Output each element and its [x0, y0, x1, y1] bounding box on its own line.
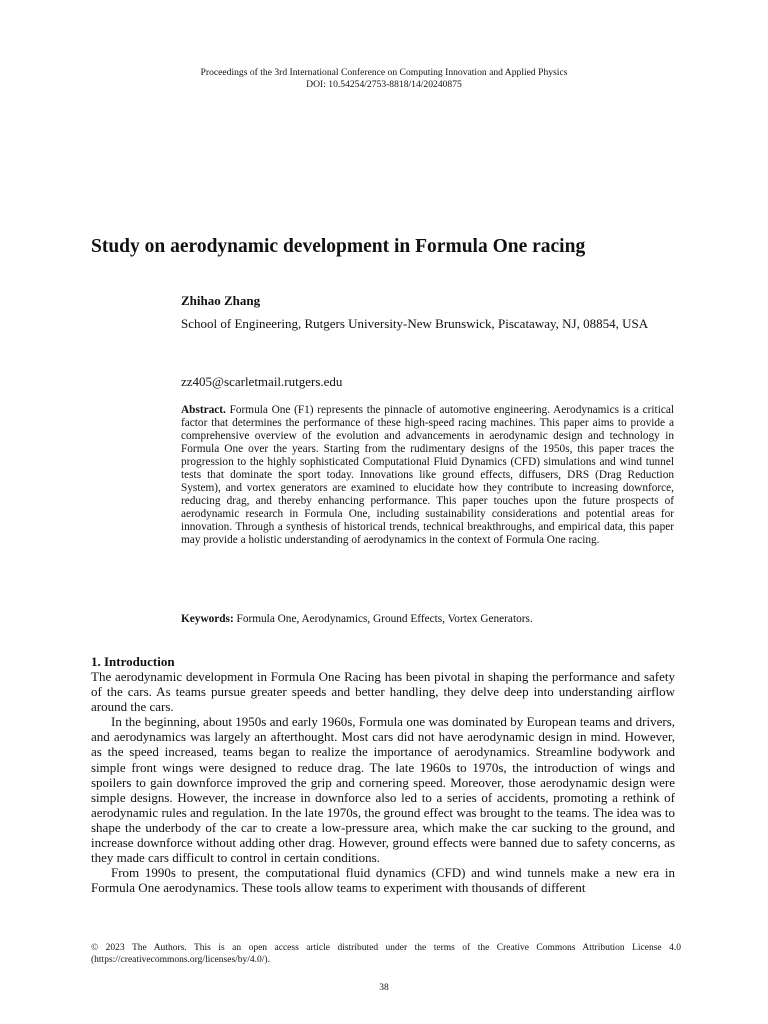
keywords	[181, 613, 674, 625]
section-heading: 1. Introduction	[91, 654, 175, 669]
proceedings-line: Proceedings of the 3rd International Conference on Computing Innovation and Applied Physics	[200, 67, 568, 78]
page-number: 38	[379, 983, 389, 993]
running-header	[0, 67, 768, 90]
paper-title: Study on aerodynamic development in Formula One racing	[91, 236, 586, 257]
author-affiliation: School of Engineering, Rutgers University-New Brunswick, Piscataway, NJ, 08854, USA	[181, 316, 649, 331]
section-body	[91, 669, 675, 895]
abstract-label: Abstract.	[181, 404, 226, 416]
keywords-label: Keywords:	[181, 613, 234, 625]
doi-line: DOI: 10.54254/2753-8818/14/20240875	[306, 78, 462, 90]
paragraph: The aerodynamic development in Formula One Racing has been pivotal in shaping the performance and safety of the cars. As teams pursue greater speeds and better handling, they delve deep into understanding airflow around the cars.	[91, 669, 675, 715]
license-footnote: © 2023 The Authors. This is an open access article distributed under the terms of the Creative Commons Attribution License 4.0 (https://creativecommons.org/licenses/by/4.0/).	[91, 943, 681, 965]
abstract	[181, 404, 674, 548]
author-name: Zhihao Zhang	[181, 293, 261, 308]
author-email: zz405@scarletmail.rutgers.edu	[181, 374, 343, 389]
paragraph: In the beginning, about 1950s and early 1960s, Formula one was dominated by European teams and drivers, and aerodynamics was largely an afterthought. Most cars did not have aerodynamic design in mind. However, as the speed increased, teams began to realize the importance of aerodynamics. Streamline bodywork and simple front wings were designed to reduce drag. The late 1960s to 1970s, the introduction of wings and spoilers to gain downforce improved the grip and cornering speed. Moreover, those aerodynamic design were simple designs. However, the increase in downforce also led to a series of accidents, promoting a rethink of aerodynamic rules and regulation. In the late 1970s, the ground effect was brought to the teams. The idea was to shape the underbody of the car to create a low-pressure area, which make the car sucking to the ground, and increase downforce without adding other drag. However, ground effects were banned due to safety concerns, as they made cars difficult to control in certain conditions.	[91, 714, 675, 866]
paragraph: From 1990s to present, the computational fluid dynamics (CFD) and wind tunnels make a new era in Formula One aerodynamics. These tools allow teams to experiment with thousands of different	[91, 865, 675, 896]
abstract-text: Formula One (F1) represents the pinnacle of automotive engineering. Aerodynamics is a critical factor that determines the performance of these high-speed racing machines. This paper aims to provide a comprehensive overview of the evolution and advancements in aerodynamic design and technology in Formula One over the years. Starting from the rudimentary designs of the 1950s, this paper traces the progression to the highly sophisticated Computational Fluid Dynamics (CFD) simulations and wind tunnel tests that dominate the sport today. Innovations like ground effects, diffusers, DRS (Drag Reduction System), and vortex generators are examined to elucidate how they contribute to increasing downforce, reducing drag, and thereby enhancing performance. This paper touches upon the future prospects of aerodynamic research in Formula One, including sustainability considerations and potential areas for innovation. Through a synthesis of historical trends, technical breakthroughs, and empirical data, this paper may provide a holistic understanding of aerodynamics in the context of Formula One racing.	[181, 404, 675, 547]
keywords-text: Formula One, Aerodynamics, Ground Effects, Vortex Generators.	[236, 613, 533, 625]
